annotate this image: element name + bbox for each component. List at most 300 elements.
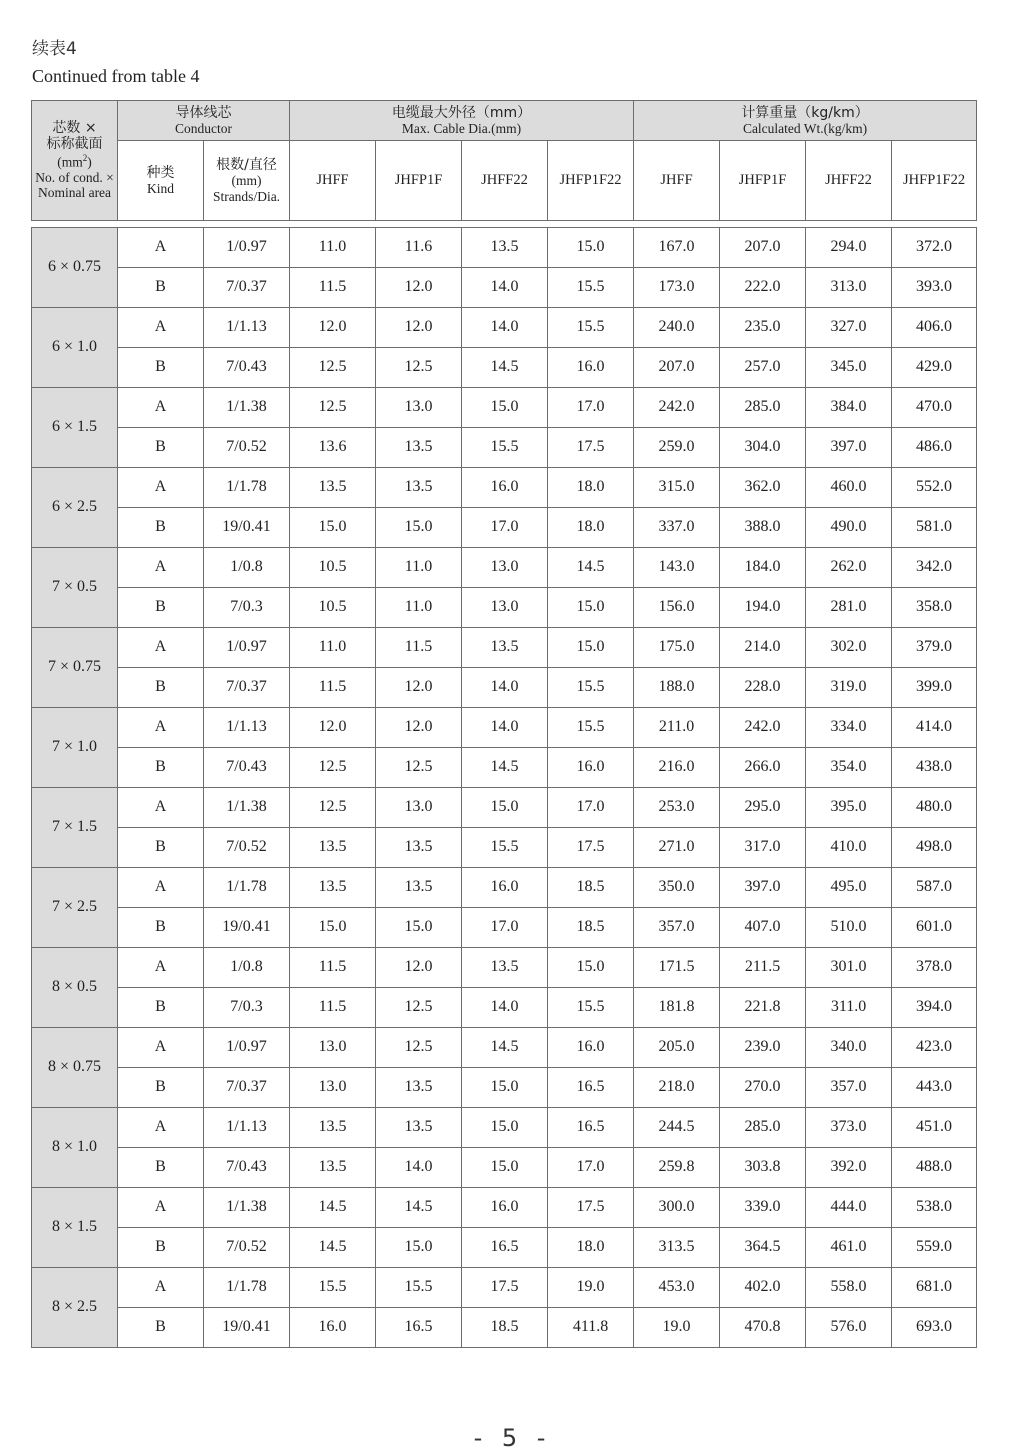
diameter-cell: 16.0	[462, 868, 548, 908]
diameter-cell: 12.5	[376, 988, 462, 1028]
weight-cell: 156.0	[634, 588, 720, 628]
kind-cell: B	[118, 1308, 204, 1348]
weight-cell: 242.0	[634, 388, 720, 428]
weight-cell: 495.0	[806, 868, 892, 908]
diameter-cell: 15.0	[290, 508, 376, 548]
diameter-cell: 17.0	[548, 1148, 634, 1188]
area-unit-close: )	[87, 154, 92, 170]
kind-cell: A	[118, 708, 204, 748]
diameter-cell: 11.0	[376, 588, 462, 628]
weight-cell: 587.0	[892, 868, 977, 908]
diameter-cell: 12.5	[376, 348, 462, 388]
diameter-cell: 13.5	[290, 468, 376, 508]
weight-cell: 558.0	[806, 1268, 892, 1308]
weight-cell: 340.0	[806, 1028, 892, 1068]
diameter-cell: 13.6	[290, 428, 376, 468]
weight-cell: 334.0	[806, 708, 892, 748]
diameter-cell: 11.5	[290, 268, 376, 308]
diameter-cell: 17.5	[548, 828, 634, 868]
weight-cell: 214.0	[720, 628, 806, 668]
weight-cell: 486.0	[892, 428, 977, 468]
weight-cell: 423.0	[892, 1028, 977, 1068]
diameter-cell: 16.5	[548, 1108, 634, 1148]
diameter-cell: 17.5	[548, 428, 634, 468]
area-cell: 8 × 0.75	[32, 1028, 118, 1108]
diameter-cell: 15.0	[462, 1068, 548, 1108]
area-cell: 7 × 0.5	[32, 548, 118, 628]
strands-cell: 1/1.38	[204, 788, 290, 828]
weight-cell: 259.0	[634, 428, 720, 468]
diameter-cell: 13.5	[290, 1108, 376, 1148]
page-number: - 5 -	[473, 1424, 552, 1452]
area-cell: 6 × 2.5	[32, 468, 118, 548]
weight-cell: 470.0	[892, 388, 977, 428]
weight-cell: 488.0	[892, 1148, 977, 1188]
grade-header: JHFP1F	[720, 141, 806, 221]
weight-cell: 444.0	[806, 1188, 892, 1228]
diameter-cell: 15.5	[462, 428, 548, 468]
weight-cell: 460.0	[806, 468, 892, 508]
strands-cell: 7/0.37	[204, 268, 290, 308]
weight-cell: 315.0	[634, 468, 720, 508]
strands-cell: 7/0.52	[204, 828, 290, 868]
weight-cell: 576.0	[806, 1308, 892, 1348]
grade-header: JHFF22	[806, 141, 892, 221]
diameter-cell: 14.0	[462, 668, 548, 708]
kind-cell: A	[118, 1108, 204, 1148]
table-row	[32, 868, 977, 908]
weight-cell: 239.0	[720, 1028, 806, 1068]
weight-cell: 303.8	[720, 1148, 806, 1188]
weight-cell: 429.0	[892, 348, 977, 388]
diameter-cell: 12.0	[376, 668, 462, 708]
weight-cell: 406.0	[892, 308, 977, 348]
diameter-cell: 13.0	[462, 588, 548, 628]
diameter-cell: 15.0	[462, 788, 548, 828]
diameter-cell: 10.5	[290, 588, 376, 628]
kind-cell: B	[118, 268, 204, 308]
weight-cell: 538.0	[892, 1188, 977, 1228]
weight-cell: 171.5	[634, 948, 720, 988]
weight-cell: 358.0	[892, 588, 977, 628]
diameter-cell: 16.0	[290, 1308, 376, 1348]
diameter-cell: 12.5	[290, 348, 376, 388]
table-header	[32, 101, 977, 228]
weight-cell: 266.0	[720, 748, 806, 788]
caption-chinese: 续表4	[32, 39, 77, 59]
table-row	[32, 708, 977, 748]
diameter-cell: 13.5	[290, 868, 376, 908]
area-header-cn1: 芯数 ×	[52, 120, 97, 137]
diameter-cell: 15.0	[462, 388, 548, 428]
weight-cell: 257.0	[720, 348, 806, 388]
diameter-cell: 19.0	[548, 1268, 634, 1308]
weight-cell: 342.0	[892, 548, 977, 588]
table-row	[32, 468, 977, 508]
kind-cell: B	[118, 348, 204, 388]
diameter-cell: 16.5	[462, 1228, 548, 1268]
diameter-cell: 14.5	[462, 348, 548, 388]
conductor-header-en: Conductor	[175, 120, 232, 136]
weight-cell: 313.0	[806, 268, 892, 308]
diameter-cell: 15.5	[548, 708, 634, 748]
strands-cell: 7/0.37	[204, 1068, 290, 1108]
table-row	[32, 1108, 977, 1148]
area-header-en2: Nominal area	[37, 185, 112, 201]
weight-cell: 451.0	[892, 1108, 977, 1148]
kind-cell: A	[118, 1028, 204, 1068]
weight-cell: 173.0	[634, 268, 720, 308]
diameter-cell: 11.0	[376, 548, 462, 588]
weight-cell: 407.0	[720, 908, 806, 948]
diameter-cell: 15.5	[548, 988, 634, 1028]
weight-cell: 397.0	[806, 428, 892, 468]
diameter-cell: 15.5	[462, 828, 548, 868]
strands-header-en: Strands/Dia.	[212, 188, 281, 204]
diameter-cell: 18.0	[548, 468, 634, 508]
header-spacer	[32, 221, 977, 228]
diameter-cell: 14.5	[462, 748, 548, 788]
strands-cell: 7/0.52	[204, 428, 290, 468]
strands-cell: 1/0.97	[204, 628, 290, 668]
strands-cell: 1/1.78	[204, 1268, 290, 1308]
table-row	[32, 748, 977, 788]
diameter-cell: 12.5	[376, 1028, 462, 1068]
kind-cell: A	[118, 468, 204, 508]
strands-cell: 7/0.43	[204, 748, 290, 788]
weight-cell: 143.0	[634, 548, 720, 588]
weight-cell: 167.0	[634, 228, 720, 268]
diameter-cell: 14.5	[290, 1188, 376, 1228]
diameter-cell: 18.5	[548, 908, 634, 948]
kind-cell: A	[118, 788, 204, 828]
weight-cell: 388.0	[720, 508, 806, 548]
diameter-cell: 16.5	[548, 1068, 634, 1108]
weight-cell: 285.0	[720, 388, 806, 428]
table-row	[32, 628, 977, 668]
strands-cell: 1/1.38	[204, 1188, 290, 1228]
diameter-cell: 12.5	[290, 388, 376, 428]
diameter-cell: 13.5	[462, 948, 548, 988]
diameter-cell: 11.5	[290, 668, 376, 708]
weight-cell: 414.0	[892, 708, 977, 748]
area-cell: 6 × 1.5	[32, 388, 118, 468]
diameter-cell: 14.5	[376, 1188, 462, 1228]
table-row	[32, 1028, 977, 1068]
kind-cell: B	[118, 668, 204, 708]
strands-cell: 19/0.41	[204, 508, 290, 548]
table-row	[32, 308, 977, 348]
weight-cell: 175.0	[634, 628, 720, 668]
weight-cell: 319.0	[806, 668, 892, 708]
table-row	[32, 548, 977, 588]
strands-cell: 1/1.78	[204, 868, 290, 908]
diameter-cell: 15.0	[548, 948, 634, 988]
table-row	[32, 588, 977, 628]
table-row	[32, 788, 977, 828]
kind-cell: B	[118, 1148, 204, 1188]
strands-header-cn: 根数/直径	[216, 156, 277, 173]
kind-cell: A	[118, 228, 204, 268]
grade-header: JHFF	[634, 141, 720, 221]
kind-cell: B	[118, 428, 204, 468]
weight-cell: 345.0	[806, 348, 892, 388]
area-cell: 8 × 2.5	[32, 1268, 118, 1348]
area-cell: 8 × 1.5	[32, 1188, 118, 1268]
diameter-cell: 18.0	[548, 508, 634, 548]
weight-cell: 327.0	[806, 308, 892, 348]
diameter-cell: 13.0	[462, 548, 548, 588]
kind-cell: A	[118, 1188, 204, 1228]
kind-header-cn: 种类	[146, 164, 175, 181]
weight-header	[634, 101, 977, 141]
diameter-cell: 14.5	[548, 548, 634, 588]
weight-cell: 222.0	[720, 268, 806, 308]
table-row	[32, 1188, 977, 1228]
diameter-cell: 12.5	[376, 748, 462, 788]
weight-cell: 181.8	[634, 988, 720, 1028]
diameter-cell: 12.0	[290, 308, 376, 348]
kind-cell: A	[118, 628, 204, 668]
diameter-cell: 11.0	[290, 628, 376, 668]
weight-cell: 211.5	[720, 948, 806, 988]
diameter-cell: 15.5	[376, 1268, 462, 1308]
diameter-cell: 411.8	[548, 1308, 634, 1348]
diameter-cell: 15.0	[462, 1108, 548, 1148]
weight-cell: 364.5	[720, 1228, 806, 1268]
weight-cell: 453.0	[634, 1268, 720, 1308]
diameter-cell: 15.5	[548, 268, 634, 308]
diameter-cell: 12.0	[376, 948, 462, 988]
table-row	[32, 948, 977, 988]
strands-cell: 19/0.41	[204, 908, 290, 948]
table-row	[32, 1308, 977, 1348]
table-row	[32, 508, 977, 548]
diameter-cell: 14.0	[376, 1148, 462, 1188]
table-body	[32, 228, 977, 1348]
weight-cell: 184.0	[720, 548, 806, 588]
diameter-cell: 12.0	[290, 708, 376, 748]
diameter-cell: 14.0	[462, 308, 548, 348]
weight-cell: 317.0	[720, 828, 806, 868]
diameter-cell: 12.0	[376, 268, 462, 308]
strands-cell: 7/0.52	[204, 1228, 290, 1268]
weight-cell: 510.0	[806, 908, 892, 948]
table-row	[32, 1068, 977, 1108]
diameter-cell: 13.5	[376, 828, 462, 868]
diameter-cell: 17.5	[462, 1268, 548, 1308]
weight-cell: 302.0	[806, 628, 892, 668]
kind-cell: A	[118, 1268, 204, 1308]
table-row	[32, 988, 977, 1028]
strands-cell: 1/0.8	[204, 948, 290, 988]
weight-cell: 443.0	[892, 1068, 977, 1108]
strands-cell: 7/0.3	[204, 988, 290, 1028]
diameter-cell: 15.5	[548, 668, 634, 708]
diameter-header	[290, 101, 634, 141]
strands-cell: 1/0.8	[204, 548, 290, 588]
table-row	[32, 268, 977, 308]
grade-header: JHFP1F22	[548, 141, 634, 221]
weight-cell: 559.0	[892, 1228, 977, 1268]
weight-cell: 221.8	[720, 988, 806, 1028]
weight-header-en: Calculated Wt.(kg/km)	[742, 120, 868, 136]
diameter-cell: 13.5	[290, 828, 376, 868]
weight-cell: 262.0	[806, 548, 892, 588]
diameter-cell: 11.0	[290, 228, 376, 268]
weight-cell: 378.0	[892, 948, 977, 988]
weight-cell: 339.0	[720, 1188, 806, 1228]
grade-header: JHFP1F22	[892, 141, 977, 221]
area-cell: 7 × 1.0	[32, 708, 118, 788]
table-row	[32, 908, 977, 948]
diameter-cell: 14.0	[462, 268, 548, 308]
table-row	[32, 388, 977, 428]
area-header-en1: No. of cond. ×	[35, 169, 114, 185]
kind-cell: B	[118, 508, 204, 548]
table-row	[32, 228, 977, 268]
kind-header	[118, 141, 204, 221]
strands-cell: 1/1.13	[204, 708, 290, 748]
weight-cell: 313.5	[634, 1228, 720, 1268]
weight-cell: 395.0	[806, 788, 892, 828]
strands-cell: 1/1.13	[204, 1108, 290, 1148]
diameter-cell: 13.0	[290, 1028, 376, 1068]
strands-cell: 1/0.97	[204, 1028, 290, 1068]
weight-cell: 207.0	[634, 348, 720, 388]
diameter-cell: 14.5	[462, 1028, 548, 1068]
weight-cell: 242.0	[720, 708, 806, 748]
weight-cell: 394.0	[892, 988, 977, 1028]
area-cell: 7 × 1.5	[32, 788, 118, 868]
kind-cell: B	[118, 908, 204, 948]
diameter-cell: 16.0	[548, 1028, 634, 1068]
grade-header: JHFF	[290, 141, 376, 221]
table-row	[32, 1228, 977, 1268]
weight-cell: 350.0	[634, 868, 720, 908]
kind-cell: A	[118, 308, 204, 348]
diameter-cell: 15.0	[462, 1148, 548, 1188]
diameter-cell: 15.0	[548, 628, 634, 668]
strands-cell: 1/1.38	[204, 388, 290, 428]
caption-english: Continued from table 4	[32, 66, 200, 86]
diameter-cell: 11.5	[290, 988, 376, 1028]
weight-cell: 253.0	[634, 788, 720, 828]
diameter-cell: 15.0	[290, 908, 376, 948]
weight-cell: 470.8	[720, 1308, 806, 1348]
diameter-cell: 12.0	[376, 308, 462, 348]
diameter-cell: 15.0	[376, 1228, 462, 1268]
weight-cell: 681.0	[892, 1268, 977, 1308]
kind-cell: B	[118, 1228, 204, 1268]
strands-cell: 1/0.97	[204, 228, 290, 268]
diameter-cell: 12.5	[290, 788, 376, 828]
weight-cell: 271.0	[634, 828, 720, 868]
weight-cell: 294.0	[806, 228, 892, 268]
strands-cell: 7/0.43	[204, 1148, 290, 1188]
area-cell: 8 × 0.5	[32, 948, 118, 1028]
diameter-cell: 11.5	[290, 948, 376, 988]
grade-header: JHFF22	[462, 141, 548, 221]
diameter-cell: 11.6	[376, 228, 462, 268]
diameter-cell: 14.5	[290, 1228, 376, 1268]
weight-cell: 601.0	[892, 908, 977, 948]
weight-cell: 311.0	[806, 988, 892, 1028]
diameter-cell: 16.0	[462, 1188, 548, 1228]
weight-cell: 207.0	[720, 228, 806, 268]
area-cell: 7 × 2.5	[32, 868, 118, 948]
diameter-cell: 17.0	[548, 388, 634, 428]
diameter-cell: 17.5	[548, 1188, 634, 1228]
weight-cell: 304.0	[720, 428, 806, 468]
diameter-cell: 15.0	[548, 228, 634, 268]
diameter-cell: 15.0	[376, 508, 462, 548]
kind-cell: B	[118, 748, 204, 788]
diameter-cell: 13.5	[462, 628, 548, 668]
diameter-cell: 13.5	[376, 468, 462, 508]
kind-cell: B	[118, 588, 204, 628]
diameter-cell: 13.5	[376, 1068, 462, 1108]
weight-cell: 295.0	[720, 788, 806, 828]
diameter-cell: 13.5	[376, 428, 462, 468]
kind-cell: B	[118, 828, 204, 868]
area-header-unit	[32, 153, 117, 170]
weight-cell: 211.0	[634, 708, 720, 748]
diameter-cell: 13.5	[376, 1108, 462, 1148]
weight-cell: 194.0	[720, 588, 806, 628]
diameter-cell: 10.5	[290, 548, 376, 588]
weight-cell: 205.0	[634, 1028, 720, 1068]
weight-cell: 357.0	[634, 908, 720, 948]
weight-cell: 498.0	[892, 828, 977, 868]
weight-cell: 337.0	[634, 508, 720, 548]
weight-cell: 552.0	[892, 468, 977, 508]
diameter-cell: 13.5	[376, 868, 462, 908]
weight-cell: 218.0	[634, 1068, 720, 1108]
diameter-cell: 11.5	[376, 628, 462, 668]
weight-cell: 240.0	[634, 308, 720, 348]
diameter-cell: 15.0	[376, 908, 462, 948]
area-unit-sup: 2	[82, 152, 88, 163]
grade-header: JHFP1F	[376, 141, 462, 221]
area-header-cn2: 标称截面	[46, 136, 103, 153]
weight-cell: 300.0	[634, 1188, 720, 1228]
diameter-cell: 16.0	[462, 468, 548, 508]
weight-cell: 373.0	[806, 1108, 892, 1148]
diameter-cell: 18.5	[548, 868, 634, 908]
diameter-cell: 13.0	[376, 388, 462, 428]
diameter-cell: 13.5	[462, 228, 548, 268]
weight-cell: 216.0	[634, 748, 720, 788]
kind-cell: B	[118, 988, 204, 1028]
table-row	[32, 348, 977, 388]
weight-cell: 301.0	[806, 948, 892, 988]
conductor-header-cn: 导体线芯	[175, 104, 232, 121]
weight-cell: 281.0	[806, 588, 892, 628]
cable-spec-table	[31, 100, 977, 1348]
diameter-cell: 12.5	[290, 748, 376, 788]
kind-cell: A	[118, 948, 204, 988]
weight-cell: 357.0	[806, 1068, 892, 1108]
kind-cell: B	[118, 1068, 204, 1108]
diameter-cell: 13.5	[290, 1148, 376, 1188]
weight-cell: 244.5	[634, 1108, 720, 1148]
strands-cell: 1/1.78	[204, 468, 290, 508]
diameter-cell: 16.0	[548, 348, 634, 388]
weight-cell: 379.0	[892, 628, 977, 668]
table-row	[32, 828, 977, 868]
weight-cell: 372.0	[892, 228, 977, 268]
